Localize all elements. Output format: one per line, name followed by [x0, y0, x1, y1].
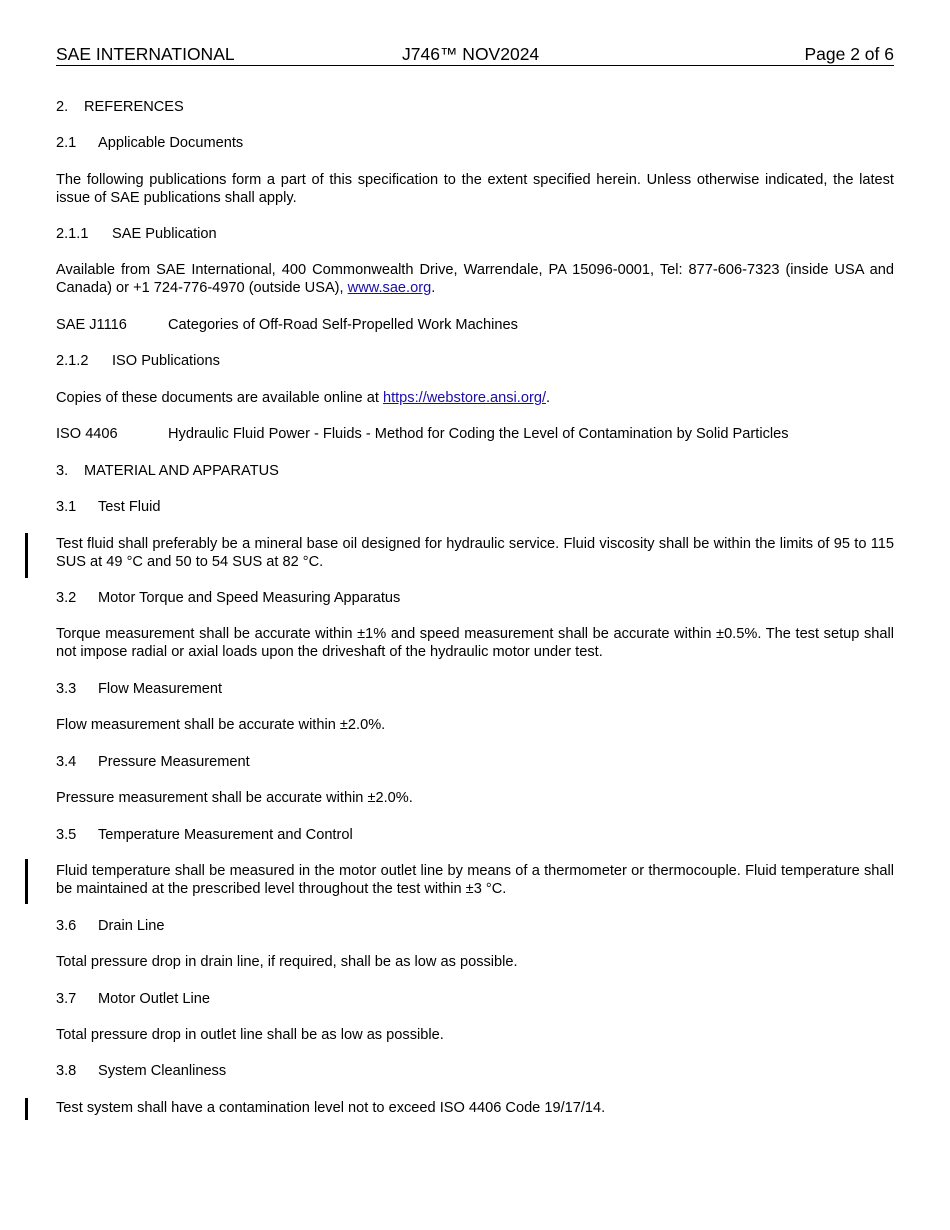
paragraph-text-end: .: [546, 390, 551, 406]
section-heading-3-4: [56, 753, 894, 771]
change-bar: [25, 859, 28, 904]
paragraph-text: Available from SAE International, 400 Commonwealth Drive, Warrendale, PA 15096-0001, Tel: 877-606-7323 (inside USA and Canada) or +1 724-776-4970 (outside USA),: [56, 262, 894, 296]
reference-code: ISO 4406: [56, 426, 118, 442]
paragraph-text-end: .: [431, 280, 436, 296]
section-number: 3.: [56, 463, 69, 479]
section-title: Applicable Documents: [98, 135, 244, 151]
reference-code: SAE J1116: [56, 317, 127, 333]
section-title: Motor Torque and Speed Measuring Apparatus: [98, 590, 401, 606]
section-number: 2.1.2: [56, 353, 89, 369]
section-number: 3.2: [56, 590, 77, 606]
paragraph-text: Copies of these documents are available online at: [56, 390, 383, 406]
reference-entry-sae-j1116: [56, 316, 894, 334]
sae-website-link[interactable]: www.sae.org: [347, 280, 432, 296]
section-heading-3-6: [56, 917, 894, 935]
section-title: ISO Publications: [112, 353, 220, 369]
section-number: 3.1: [56, 499, 77, 515]
reference-title: Hydraulic Fluid Power - Fluids - Method for Coding the Level of Contamination by Solid Particles: [168, 426, 789, 442]
section-number: 3.4: [56, 754, 77, 770]
section-number: 3.6: [56, 918, 77, 934]
paragraph-3-8: Test system shall have a contamination level not to exceed ISO 4406 Code 19/17/14.: [56, 1100, 606, 1116]
paragraph-3-2: Torque measurement shall be accurate within ±1% and speed measurement shall be accurate within ±0.5%. The test setup shall not impose radial or axial loads upon the driveshaft of the hydraulic motor under test.: [56, 626, 894, 660]
reference-title: Categories of Off-Road Self-Propelled Work Machines: [168, 317, 518, 333]
page-header: [56, 43, 894, 66]
paragraph-2-1-1: [56, 261, 894, 297]
section-heading-3-7: [56, 990, 894, 1008]
section-heading-2-1: [56, 134, 894, 152]
reference-entry-iso-4406: [56, 425, 894, 443]
header-page-number: Page 2 of 6: [804, 44, 894, 64]
section-number: 3.3: [56, 681, 77, 697]
paragraph-3-6: Total pressure drop in drain line, if required, shall be as low as possible.: [56, 954, 518, 970]
section-title: Motor Outlet Line: [98, 991, 210, 1007]
section-number: 2.: [56, 99, 69, 115]
section-title: SAE Publication: [112, 226, 217, 242]
section-title: Drain Line: [98, 918, 165, 934]
section-heading-2-1-1: [56, 225, 894, 243]
section-heading-3-3: [56, 680, 894, 698]
section-number: 3.5: [56, 827, 77, 843]
section-title: System Cleanliness: [98, 1063, 227, 1079]
section-title: Flow Measurement: [98, 681, 223, 697]
section-number: 3.7: [56, 991, 77, 1007]
section-title: Test Fluid: [98, 499, 161, 515]
header-doc-id: J746™ NOV2024: [402, 44, 540, 64]
section-heading-3: [56, 462, 894, 480]
ansi-webstore-link[interactable]: https://webstore.ansi.org/: [382, 390, 546, 406]
section-heading-3-1: [56, 498, 894, 516]
section-number: 2.1: [56, 135, 77, 151]
paragraph-3-4: Pressure measurement shall be accurate within ±2.0%.: [56, 790, 413, 806]
paragraph-3-7: Total pressure drop in outlet line shall be as low as possible.: [56, 1027, 444, 1043]
paragraph-3-5: Fluid temperature shall be measured in the motor outlet line by means of a thermometer or thermocouple. Fluid temperature shall be maintained at the prescribed level throughout the test within ±3 °C.: [56, 863, 894, 897]
section-title: Temperature Measurement and Control: [98, 827, 353, 843]
paragraph-3-1: Test fluid shall preferably be a mineral base oil designed for hydraulic service. Fluid viscosity shall be within the limits of 95 to 115 SUS at 49 °C and 50 to 54 SUS at 82 °C.: [56, 536, 894, 570]
section-title: Pressure Measurement: [98, 754, 250, 770]
section-heading-2: [56, 98, 894, 116]
section-title: MATERIAL AND APPARATUS: [84, 463, 279, 479]
paragraph-2-1-2: [56, 389, 894, 407]
section-heading-3-5: [56, 826, 894, 844]
change-bar: [25, 533, 28, 578]
section-number: 2.1.1: [56, 226, 89, 242]
section-heading-2-1-2: [56, 352, 894, 370]
section-heading-3-2: [56, 589, 894, 607]
paragraph-3-3: Flow measurement shall be accurate within ±2.0%.: [56, 717, 386, 733]
section-heading-3-8: [56, 1062, 894, 1080]
change-bar: [25, 1098, 28, 1120]
section-title: REFERENCES: [84, 99, 184, 115]
header-org: SAE INTERNATIONAL: [56, 44, 235, 64]
paragraph-2-1: The following publications form a part of this specification to the extent specified herein. Unless otherwise indicated, the latest issue of SAE publications shall apply.: [56, 172, 894, 206]
section-number: 3.8: [56, 1063, 77, 1079]
